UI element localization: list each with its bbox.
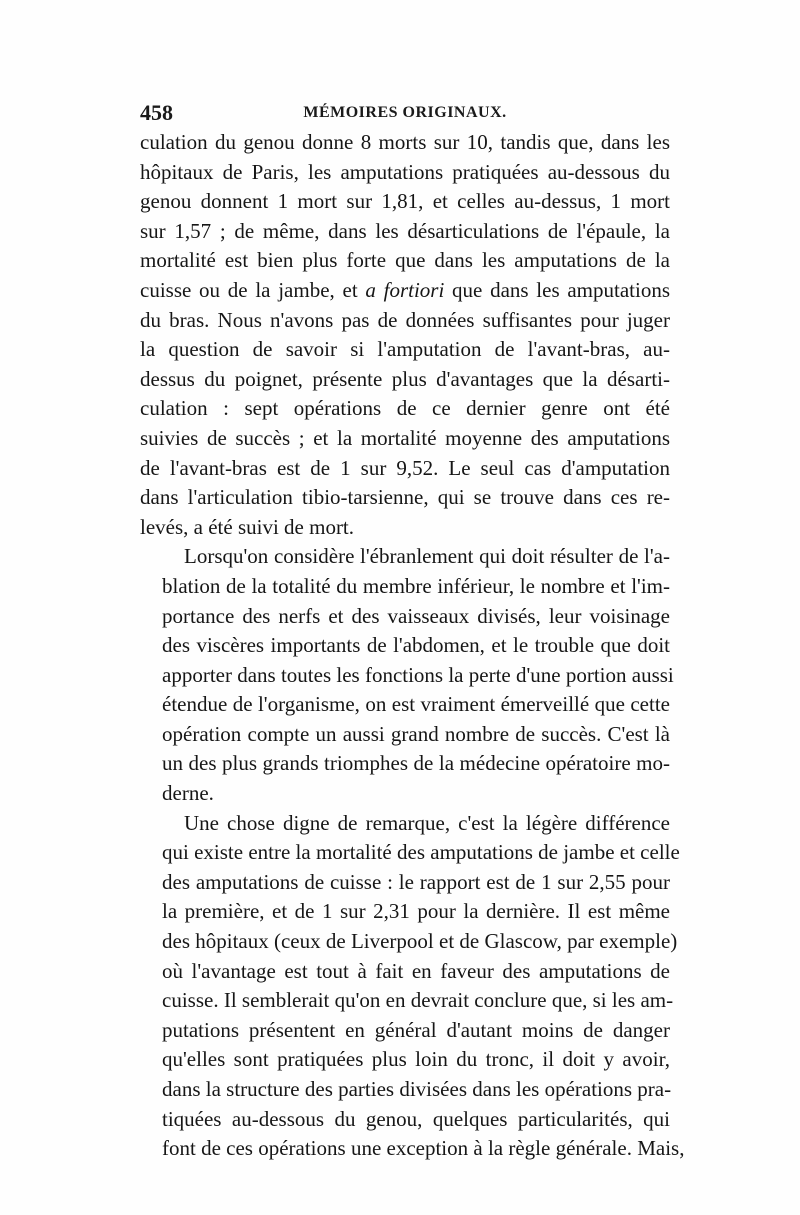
- text-line: culation : sept opérations de ce dernier genre ont été: [140, 396, 670, 421]
- paragraph-3: [140, 809, 685, 1164]
- text-line: suivies de succès ; et la mortalité moyenne des amputations: [140, 425, 670, 450]
- text-line: la première, et de 1 sur 2,31 pour la dernière. Il est même: [162, 899, 670, 924]
- page-number: 458: [140, 100, 173, 125]
- text-line: des amputations de cuisse : le rapport est de 1 sur 2,55 pour: [162, 869, 670, 894]
- italic-phrase: a fortiori: [365, 277, 445, 302]
- text-line: qui existe entre la mortalité des amputations de jambe et celle: [162, 840, 680, 865]
- text-line: où l'avantage est tout à fait en faveur des amputations de: [162, 958, 670, 983]
- text-line: dessus du poignet, présente plus d'avantages que la désarti-: [140, 366, 670, 391]
- text-line: font de ces opérations une exception à la règle générale. Mais,: [162, 1136, 685, 1161]
- text-line: de l'avant-bras est de 1 sur 9,52. Le seul cas d'amputation: [140, 455, 670, 480]
- text-line: étendue de l'organisme, on est vraiment émerveillé que cette: [162, 692, 670, 717]
- text-segment: que dans les amputations: [444, 277, 671, 302]
- text-line: blation de la totalité du membre inférieur, le nombre et l'im-: [162, 573, 670, 598]
- body-text: [140, 128, 685, 1164]
- text-line: portance des nerfs et des vaisseaux divisés, leur voisinage: [162, 603, 670, 628]
- text-segment: cuisse ou de la jambe, et: [140, 277, 366, 302]
- text-line: levés, a été suivi de mort.: [140, 514, 355, 539]
- text-line: des hôpitaux (ceux de Liverpool et de Glascow, par exemple): [162, 929, 678, 954]
- text-line: qu'elles sont pratiquées plus loin du tronc, il doit y avoir,: [162, 1047, 670, 1072]
- text-line: la question de savoir si l'amputation de l'avant-bras, au-: [140, 337, 670, 362]
- text-line: tiquées au-dessous du genou, quelques particularités, qui: [162, 1106, 670, 1131]
- paragraph-1: [140, 128, 670, 542]
- text-line: sur 1,57 ; de même, dans les désarticulations de l'épaule, la: [140, 218, 670, 243]
- text-line: un des plus grands triomphes de la médecine opératoire mo-: [162, 751, 670, 776]
- text-line: hôpitaux de Paris, les amputations pratiquées au-dessous du: [140, 159, 670, 184]
- text-line: des viscères importants de l'abdomen, et le trouble que doit: [162, 633, 670, 658]
- text-line-with-italic: [140, 276, 670, 306]
- text-line: cuisse. Il semblerait qu'on en devrait conclure que, si les am-: [162, 988, 674, 1013]
- running-title: MÉMOIRES ORIGINAUX.: [303, 104, 507, 121]
- text-line: dans l'articulation tibio-tarsienne, qui se trouve dans ces re-: [140, 485, 670, 510]
- text-line: dans la structure des parties divisées dans les opérations pra-: [162, 1077, 672, 1101]
- text-line: mortalité est bien plus forte que dans les amputations de la: [140, 248, 670, 273]
- page-header: [140, 100, 670, 128]
- text-line: du bras. Nous n'avons pas de données suffisantes pour juger: [140, 307, 670, 332]
- text-line: opération compte un aussi grand nombre de succès. C'est là: [162, 721, 670, 746]
- text-line: culation du genou donne 8 morts sur 10, tandis que, dans les: [140, 130, 670, 154]
- text-line: genou donnent 1 mort sur 1,81, et celles au-dessus, 1 mort: [140, 189, 670, 214]
- text-line: Lorsqu'on considère l'ébranlement qui doit résulter de l'a-: [184, 544, 670, 569]
- text-line: Une chose digne de remarque, c'est la légère différence: [184, 810, 670, 835]
- text-line: putations présentent en général d'autant moins de danger: [162, 1017, 670, 1042]
- text-line: apporter dans toutes les fonctions la perte d'une portion aussi: [162, 662, 674, 687]
- paragraph-2: [140, 542, 674, 808]
- text-line: derne.: [162, 781, 214, 806]
